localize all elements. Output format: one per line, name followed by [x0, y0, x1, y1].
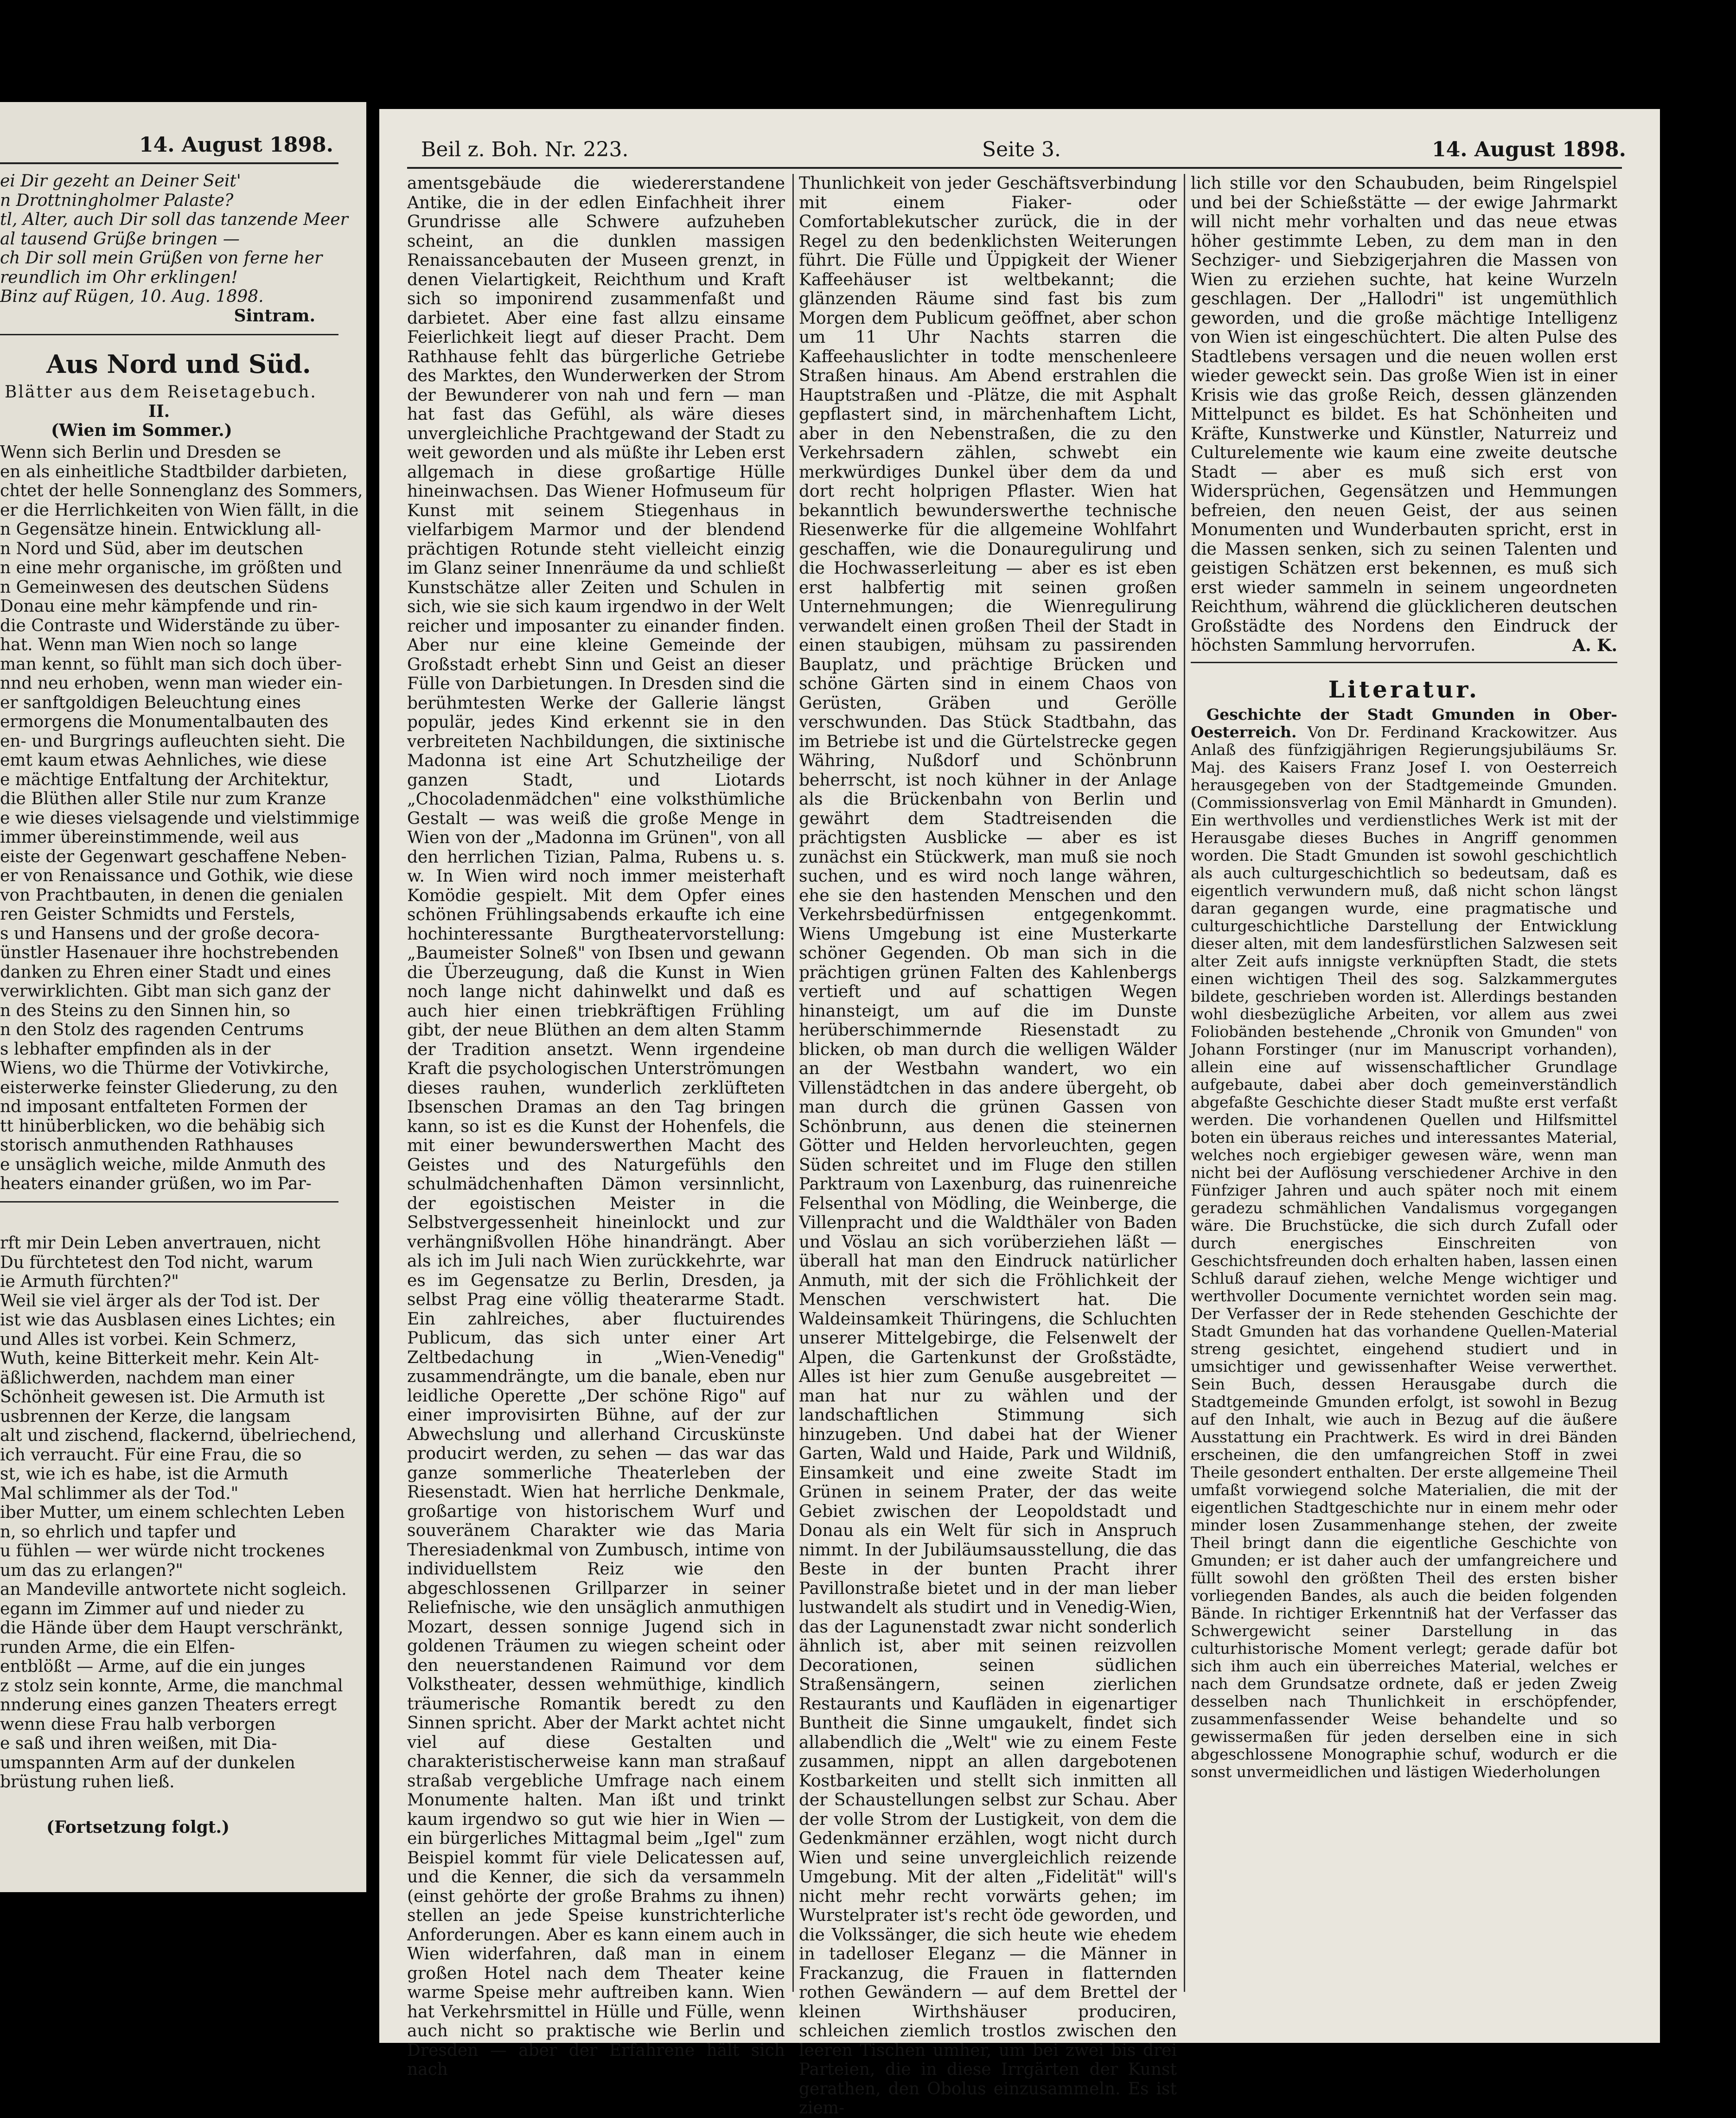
text-line: e wie dieses vielsagende und vielstimmige — [0, 808, 360, 828]
column-divider — [792, 174, 794, 1992]
text-line: Donau eine mehr kämpfende und rin- — [0, 597, 318, 616]
section-heading-block — [0, 346, 325, 441]
text-line: n Gegensätze hinein. Entwicklung all- — [0, 520, 321, 539]
text-line: e unsäglich weiche, milde Anmuth des — [0, 1155, 326, 1174]
section-title: Aus Nord und Süd. — [46, 349, 311, 379]
text-line: äßlichwerden, nachdem man einer — [0, 1368, 294, 1388]
left-page — [0, 102, 366, 1892]
text-line: iber Mutter, um einem schlechten Leben — [0, 1503, 345, 1522]
poem-dateline: Binz auf Rügen, 10. Aug. 1898. — [0, 287, 264, 306]
text-line: eisterwerke feinster Gliederung, zu den — [0, 1078, 338, 1097]
poem-line: tl, Alter, auch Dir soll das tanzende Meer — [0, 210, 348, 229]
text-line: ich verraucht. Für eine Frau, die so — [0, 1445, 302, 1465]
left-section-rule — [0, 334, 338, 335]
header-page-number: Seite 3. — [982, 138, 1061, 161]
text-line: umspannten Arm auf der dunkelen — [0, 1753, 295, 1772]
text-line: nnderung eines ganzen Theaters erregt — [0, 1696, 337, 1715]
left-article-body — [0, 443, 363, 1194]
text-line: immer übereinstimmende, weil aus — [0, 828, 299, 847]
part-title: (Wien im Sommer.) — [51, 421, 232, 440]
article-paragraph: lich stille vor den Schaubuden, beim Ringelspiel und bei der Schießstätte — der ewige Jahrmarkt will nicht mehr vorhalten und das neue etwas höher gestimmte Leben, zu dem man in den Sechziger- und Siebzigerjahren die Massen von Wien zu erziehen suchte, hat keine Wurzeln geschlagen. Der „Hallodri" ist ungemüthlich geworden, und die große mächtige Intelligenz von Wien ist eingeschüchtert. Die alten Pulse des Stadtlebens versagen und die neuen wollen erst wieder geweckt sein. Das große Wien ist in einer Krisis wie das große Reich, dessen glänzenden Mittelpunct es bildet. Es hat Schönheiten und Kräfte, Kunstwerke und Künstler, Naturreiz und Culturelemente wie kaum eine zweite deutsche Stadt — aber es muß sich erst von Widersprüchen, Gegensätzen und Hemmungen befreien, den neuen Geist, der aus seinen Monumenten und Wunderbauten spricht, erst in die Massen senken, sich zu seinen Talenten und geistigen Schätzen erst bekennen, es muß sich erst wieder sammeln in seinem ungeordneten Reichthum, während die glücklicheren deutschen Großstädte des Nordens den Eindruck der höchsten Sammlung hervorrufen. — [1191, 174, 1617, 655]
article-paragraph: amentsgebäude die wiedererstandene Antike, die in der edlen Einfachheit ihrer Grundrisse alle Schwere aufzuheben scheint, an die dunklen massigen Renaissancebauten der Museen grenzt, in denen Vielartigkeit, Reichthum und Kraft sich so imponirend zusammenfaßt und darbietet. Aber eine fast allzu einsame Feierlichkeit liegt auf dieser Pracht. Dem Rathhause fehlt das bürgerliche Getriebe des Marktes, den Wunderwerken der Strom der Bewunderer von nah und fern — man hat fast das Gefühl, als wäre dieses unvergleichliche Prachtgewand der Stadt zu weit geworden und als müßte ihr Leben erst allgemach in diese großartige Hülle hineinwachsen. Das Wiener Hofmuseum für Kunst mit seinem Stiegenhaus in vielfarbigem Marmor und der blendend prächtigen Rotunde steht vielleicht einzig im Glanz seiner Innenräume da und schließt Kunstschätze aller Zeiten und Schulen in sich, wie sie sich kaum irgendwo in der Welt reicher und imposanter zu einander finden. Aber nur eine kleine Gemeinde der Großstadt erhebt Sinn und Geist an dieser Fülle von Darbietungen. In Dresden sind die berühmtesten Werke der Gallerie längst populär, jedes Kind erkennt sie in den verbreiteten Nachbildungen, die sixtinische Madonna ist eine Art Schutzheilige der ganzen Stadt, und Liotards „Chocoladenmädchen" eine volksthümliche Gestalt — was weiß die große Menge in Wien von der „Madonna im Grünen", von all den herrlichen Tizian, Palma, Rubens u. s. w. In Wien wird noch immer meisterhaft Komödie gespielt. Mit dem Opfer eines schönen Frühlingsabends erkaufte ich eine hochinteressante Burgtheatervorstellung: „Baumeister Solneß" von Ibsen und gewann die Überzeugung, daß die Kunst in Wien noch lange nicht dahinwelkt und daß es auch hier einen triebkräftigen Frühling gibt, der neue Blüthen an dem alten Stamm der Tradition ansetzt. Wenn irgendeine Kraft die psychologischen Unterströmungen dieses rauhen, wunderlich zerklüfteten Ibsenschen Dramas an den Tag bringen kann, so ist es die Kunst der Hohenfels, die mit einer bewunderswerthen Macht des Geistes und des Naturgefühls den schulmädchenhaften Dämon versinnlicht, der egoistischen Meister in die Selbstvergessenheit hineinlockt und zur verhängnißvollen Höhe hinandrängt. Aber als ich im Juli nach Wien zurückkehrte, war es im Gegensatze zu Berlin, Dresden, ja selbst Prag eine völlig theaterarme Stadt. Ein zahlreiches, aber fluctuirendes Publicum, das sich unter einer Art Zeltbedachung in „Wien-Venedig" zusammendrängte, um die banale, eben nur leidliche Operette „Der schöne Rigo" auf einer improvisirten Bühne, auf der zur Abwechslung und allerhand Circuskünste producirt werden, zu sehen — das war das ganze sommerliche Theaterleben der Riesenstadt. Wien hat herrliche Denkmale, großartige von historischem Wurf und souveränem Charakter wie das Maria Theresiadenkmal von Zumbusch, intime von individuellstem Reiz wie den abgeschlossenen Grillparzer in seiner Reliefnische, wie den unsäglich anmuthigen Mozart, dessen sonnige Jugend sich in goldenen Träumen zu wiegen scheint oder den neuerstandenen Raimund vor dem Volkstheater, dessen wehmüthige, kindlich träumerische Romantik beredt zu den Sinnen spricht. Aber der Markt achtet nicht viel auf diese Gestalten und charakteristischerweise kann man straßauf straßab vergebliche Umfrage nach einem Monumente halten. Man ißt und trinkt kaum irgendwo so gut wie hier in Wien — ein bürgerliches Mittagmal beim „Igel" zum Beispiel kommt für viele Delicatessen auf, und die Kenner, die sich da versammeln (einst gehörte der große Brahms zu ihnen) stellen an jede Speise kunstrichterliche Anforderungen. Aber es kann einem auch in Wien widerfahren, daß man in einem großen Hotel nach dem Theater keine warme Speise mehr auftreiben kann. Wien hat Verkehrsmittel in Hülle und Fülle, wenn auch nicht so praktische wie Berlin und Dresden — aber der Erfahrene hält sich nach — [407, 174, 785, 2079]
text-line: brüstung ruhen ließ. — [0, 1772, 175, 1792]
text-line: ünstler Hasenauer ihre hochstrebenden — [0, 943, 339, 962]
text-line: die Contraste und Widerstände zu über- — [0, 616, 340, 635]
text-line: ist wie das Ausblasen eines Lichtes; ein — [0, 1311, 336, 1330]
literatur-rule — [1191, 662, 1617, 663]
text-line: Wiens, wo die Thürme der Votivkirche, — [0, 1059, 329, 1078]
article-paragraph: Thunlichkeit von jeder Geschäftsverbindung mit einem Fiaker- oder Comfortablekutscher zurück, die in der Regel zu den bedenklichsten Weiterungen führt. Die Fülle und Üppigkeit der Wiener Kaffeehäuser ist weltbekannt; die glänzenden Räume sind fast bis zum Morgen dem Publicum geöffnet, aber schon um 11 Uhr Nachts starren die Kaffeehauslichter in todte menschenleere Straßen hinaus. Am Abend erstrahlen die Hauptstraßen und -Plätze, die mit Asphalt gepflastert sind, in märchenhaftem Licht, aber in den Nebenstraßen, die zu den Verkehrsadern zählen, schwebt ein merkwürdiges Dunkel über dem da und dort recht holprigen Pflaster. Wien hat bekanntlich bewunderswerthe technische Riesenwerke für die allgemeine Wohlfahrt geschaffen, wie die Donauregulirung und die Hochwasserleitung — aber es ist eben erst halbfertig mit seinen großen Unternehmungen; die Wienregulirung verwandelt einen großen Theil der Stadt in einen staubigen, mühsam zu passirenden Bauplatz, und prächtige Brücken und schöne Gärten sind in einem Chaos von Gerüsten, Gräben und Gerölle verschwunden. Das Stück Stadtbahn, das im Betriebe ist und die Gürtelstrecke gegen Währing, Nußdorf und Schönbrunn beherrscht, ist noch kühner in der Anlage als die Brückenbahn von Berlin und gewährt dem Stadtreisenden die prächtigsten Ausblicke — aber es ist zunächst ein Stückwerk, man muß sie noch suchen, und es wird noch lange währen, ehe sie den hastenden Menschen und den Verkehrsbedürfnissen entgegenkommt. Wiens Umgebung ist eine Musterkarte schöner Gegenden. Ob man sich in die prächtigen grünen Falten des Kahlenbergs vertieft und auf schattigen Wegen hinansteigt, um auf die im Dunste herüberschimmernde Riesenstadt zu blicken, ob man durch die welligen Wälder an der Westbahn wandert, wo ein Villenstädtchen in das andere übergeht, ob man durch die grünen Gassen von Schönbrunn, aus denen die steinernen Götter und Helden hervorleuchten, gegen Süden schreitet und im Fluge den stillen Parktraum von Laxenburg, das ruinenreiche Felsenthal von Mödling, die Weinberge, die Villenpracht und die Waldthäler von Baden und Vöslau an sich vorüberziehen läßt — überall hat man den Eindruck natürlicher Anmuth, mit der sich die Fröhlichkeit der Menschen verschwistert hat. Die Waldeinsamkeit Thüringens, die Schluchten unserer Mittelgebirge, die Felsenwelt der Alpen, die Gartenkunst der Großstädte, Alles ist hier zum Genuße ausgebreitet — man hat nur zu wählen und der landschaftlichen Stimmung sich hinzugeben. Und dabei hat der Wiener Garten, Wald und Haide, Park und Wildniß, Einsamkeit und eine zweite Stadt im Grünen in seinem Prater, der das weite Gebiet zwischen der Leopoldstadt und Donau als ein Welt für sich in Anspruch nimmt. In der Jubiläumsausstellung, die das Beste in der bunten Pracht ihrer Pavillonstraße bietet und in der man lieber lustwandelt als studirt und in Venedig-Wien, das der Lagunenstadt zwar nicht sonderlich ähnlich ist, aber mit seinen reizvollen Decorationen, seinen südlichen Straßensängern, seinen zierlichen Restaurants und Kaufläden in eigenartiger Buntheit die Sinne umgaukelt, findet sich allabendlich die „Welt" wie zu einem Feste zusammen, nippt an allen dargebotenen Kostbarkeiten und stellt sich inmitten all der Schaustellungen selbst zur Schau. Aber der volle Strom der Lustigkeit, von dem die Gedenkmänner erzählen, wogt nicht durch Wien und seine unvergleichlich reizende Umgebung. Mit der alten „Fidelität" will's nicht mehr recht vorwärts gehen; im Wurstelprater ist's recht öde geworden, und die Volkssänger, die sich heute wie ehedem in tadelloser Eleganz — die Männer in Frackanzug, die Frauen in flatternden rothen Gewändern — auf dem Brettel der kleinen Wirthshäuser produciren, schleichen ziemlich trostlos zwischen den leeren Tischen umher, um bei zwei bis drei Parteien, die in diese Irrgärten der Kunst gerathen, den Obolus einzusammeln. Es ist ziem- — [799, 174, 1177, 2118]
text-line: ie Armuth fürchten?" — [0, 1272, 179, 1291]
text-line: wenn diese Frau halb verborgen — [0, 1715, 276, 1734]
text-line: danken zu Ehren einer Stadt und eines — [0, 962, 331, 982]
text-line: s und Hansens und der große decora- — [0, 924, 320, 943]
text-line: alt und zischend, flackernd, übelriechend, — [0, 1426, 357, 1445]
left-page-date: 14. August 1898. — [139, 133, 333, 157]
poem-line: n Drottningholmer Palaste? — [0, 191, 234, 210]
right-page — [379, 109, 1660, 2118]
text-line: egann im Zimmer auf und nieder zu — [0, 1599, 305, 1619]
text-line: n des Steins zu den Sinnen hin, so — [0, 1001, 290, 1020]
text-line: Mal schlimmer als der Tod." — [0, 1484, 239, 1503]
poem-line: ch Dir soll mein Grüßen von ferne her — [0, 249, 323, 268]
text-line: en als einheitliche Stadtbilder darbieten, — [0, 462, 348, 481]
text-line: s lebhafter empfinden als in der — [0, 1039, 271, 1059]
part-number: II. — [148, 401, 170, 421]
text-line: z stolz sein konnte, Arme, die manchmal — [0, 1676, 343, 1696]
poem-signature: Sintram. — [234, 306, 315, 326]
text-line: ermorgens die Monumentalbauten des — [0, 712, 329, 731]
text-line: n eine mehr organische, im größten und — [0, 558, 342, 577]
text-line: Weil sie viel ärger als der Tod ist. Der — [0, 1291, 319, 1311]
text-line: er die Herrlichkeiten von Wien fällt, in die — [0, 500, 359, 520]
poem-block — [0, 172, 348, 326]
text-line: Wuth, keine Bitterkeit mehr. Kein Alt- — [0, 1349, 319, 1368]
article-signature: A. K. — [1572, 635, 1617, 655]
left-story-body — [0, 1234, 357, 1792]
header-rule — [407, 167, 1622, 169]
text-line: en- und Burgrings aufleuchten sieht. Die — [0, 731, 345, 751]
text-line: Wenn sich Berlin und Dresden se — [0, 443, 281, 462]
poem-line: al tausend Grüße bringen — — [0, 229, 240, 249]
left-mid-rule — [0, 1201, 338, 1203]
header-date: 14. August 1898. — [1432, 138, 1626, 161]
text-line: er sanftgoldigen Beleuchtung eines — [0, 693, 301, 712]
literatur-title: Literatur. — [1328, 676, 1480, 703]
text-line: n Gemeinwesen des deutschen Südens — [0, 577, 329, 597]
text-line: man kennt, so fühlt man sich doch über- — [0, 654, 342, 674]
text-line: n Nord und Süd, aber im deutschen — [0, 539, 304, 558]
text-line: heaters einander grüßen, wo im Par- — [0, 1174, 312, 1193]
article-column-1 — [407, 174, 785, 2080]
left-header-rule — [0, 162, 338, 164]
literatur-entry-heading: Geschichte der Stadt Gmunden in Ober-Oesterreich. — [1191, 705, 1617, 741]
article-column-2 — [799, 174, 1177, 2118]
text-line: e mächtige Entfaltung der Architektur, — [0, 770, 330, 789]
text-line: an Mandeville antwortete nicht sogleich. — [0, 1580, 347, 1599]
text-line: verwirklichten. Gibt man sich ganz der — [0, 982, 331, 1001]
continuation-note: (Fortsetzung folgt.) — [46, 1817, 230, 1837]
poem-line: ei Dir gezeht an Deiner Seit' — [0, 172, 241, 191]
text-line: um das zu erlangen?" — [0, 1561, 183, 1580]
text-line: er von Renaissance und Gothik, wie diese — [0, 866, 353, 885]
text-line: st, wie ich es habe, ist die Armuth — [0, 1465, 288, 1484]
text-line: tt hinüberblicken, wo die behäbig sich — [0, 1116, 326, 1136]
text-line: chtet der helle Sonnenglanz des Sommers, — [0, 481, 363, 500]
text-line: runden Arme, die ein Elfen- — [0, 1638, 235, 1657]
text-line: n den Stolz des ragenden Centrums — [0, 1020, 304, 1039]
text-line: nnd neu erhoben, wenn man wieder ein- — [0, 674, 343, 693]
text-line: eiste der Gegenwart geschaffene Neben- — [0, 847, 347, 866]
article-column-3 — [1191, 174, 1617, 1781]
section-subtitle: Blätter aus dem Reisetagebuch. — [5, 383, 317, 402]
text-line: ren Geister Schmidts und Ferstels, — [0, 905, 295, 924]
text-line: die Blüthen aller Stile nur zum Kranze — [0, 789, 326, 808]
literatur-review — [1191, 706, 1617, 1781]
text-line: hat. Wenn man Wien noch so lange — [0, 635, 297, 654]
column-divider — [1184, 174, 1185, 1992]
literatur-text: Von Dr. Ferdinand Krackowitzer. Aus Anlaß des fünfzigjährigen Regierungsjubiläums Sr. Maj. des Kaisers Franz Josef I. von Oesterreich herausgegeben von der Stadtgemeinde Gmunden. (Commissionsverlag von Emil Mänhardt in Gmunden). Ein werthvolles und verdienstliches Werk ist mit der Herausgabe dieses Buches in Angriff genommen worden. Die Stadt Gmunden ist sowohl geschichtlich als auch culturgeschichtlich so bedeutsam, daß es eigentlich verwundern muß, daß nicht schon längst daran gegangen wurde, eine pragmatische und culturgeschichtliche Darstellung der Entwicklung dieser alten, mit dem landesfürstlichen Salzwesen seit alter Zeit aufs innigste verknüpften Stadt, die stets einen wichtigen Theil des sog. Salzkammergutes bildete, geschrieben worden ist. Allerdings bestanden wohl diesbezügliche Arbeiten, vor allem aus zwei Foliobänden bestehende „Chronik von Gmunden" von Johann Forstinger (nur im Manuscript vorhanden), allein eine auf wissenschaftlicher Grundlage aufgebaute, dabei aber doch gemeinverständlich abgefaßte Geschichte dieser Stadt mußte erst verfaßt werden. Die vorhandenen Quellen und Hilfsmittel boten ein überaus reiches und interessantes Material, welches noch ergiebiger gewesen wäre, wenn man nicht bei der Auflösung verschiedener Archive in den Fünfziger Jahren und auch später noch mit einem geradezu schmählichen Vandalismus vorgegangen wäre. Die Bruchstücke, die sich durch Zufall oder durch energisches Einschreiten von Geschichtsfreunden doch erhalten haben, lassen einen Schluß darauf ziehen, welche Menge wichtiger und werthvoller Documente vernichtet worden sein mag. Der Verfasser der in Rede stehenden Geschichte der Stadt Gmunden hat das vorhandene Quellen-Material streng gesichtet, eingehend studiert und in umsichtiger und gewissenhafter Weise verwerthet. Sein Buch, dessen Herausgabe durch die Stadtgemeinde Gmunden erfolgt, ist sowohl in Bezug auf den Inhalt, wie auch in Bezug auf die äußere Ausstattung ein Prachtwerk. Es wird in drei Bänden erscheinen, die den umfangreichen Stoff in zwei Theile gesondert enthalten. Der erste allgemeine Theil umfaßt vorwiegend solche Materialien, die mit der eigentlichen Stadtgeschichte nur in einem mehr oder minder losen Zusammenhange stehen, der zweite Theil bringt dann die eigentliche Geschichte von Gmunden; er ist daher auch der umfangreichere und füllt sowohl den größten Theil des ersten bisher vorliegenden Bandes, als auch die beiden folgenden Bände. In richtiger Erkenntniß hat der Verfasser das Schwergewicht seiner Darstellung in das culturhistorische Moment verlegt; gerade dafür bot sich ihm auch ein überreiches Material, welches er nach dem Grundsatze ordnete, daß er jeden Zweig desselben nach Thunlichkeit in erschöpfender, zusammenfassender Weise behandelte und so gewissermaßen für jeden derselben eine in sich abgeschlossene Monographie schuf, wodurch er die sonst unvermeidlichen und lästigen Wiederholungen — [1191, 723, 1617, 1781]
text-line: u fühlen — wer würde nicht trockenes — [0, 1542, 325, 1561]
text-line: und Alles ist vorbei. Kein Schmerz, — [0, 1330, 297, 1349]
text-line: rft mir Dein Leben anvertrauen, nicht — [0, 1234, 320, 1253]
text-line: usbrennen der Kerze, die langsam — [0, 1407, 291, 1426]
text-line: n, so ehrlich und tapfer und — [0, 1522, 236, 1542]
text-line: von Prachtbauten, in denen die genialen — [0, 885, 344, 905]
text-line: Du fürchtetest den Tod nicht, warum — [0, 1253, 313, 1272]
poem-line: reundlich im Ohr erklingen! — [0, 268, 238, 287]
text-line: Schönheit gewesen ist. Die Armuth ist — [0, 1388, 325, 1407]
text-line: e saß und ihren weißen, mit Dia- — [0, 1734, 277, 1753]
text-line: die Hände über dem Haupt verschränkt, — [0, 1619, 344, 1638]
text-line: nd imposant entfalteten Formen der — [0, 1097, 307, 1116]
text-line: emt kaum etwas Aehnliches, wie diese — [0, 751, 327, 770]
text-line: entblößt — Arme, auf die ein junges — [0, 1657, 306, 1676]
header-issue: Beil z. Boh. Nr. 223. — [421, 138, 629, 161]
text-line: storisch anmuthenden Rathhauses — [0, 1136, 294, 1155]
